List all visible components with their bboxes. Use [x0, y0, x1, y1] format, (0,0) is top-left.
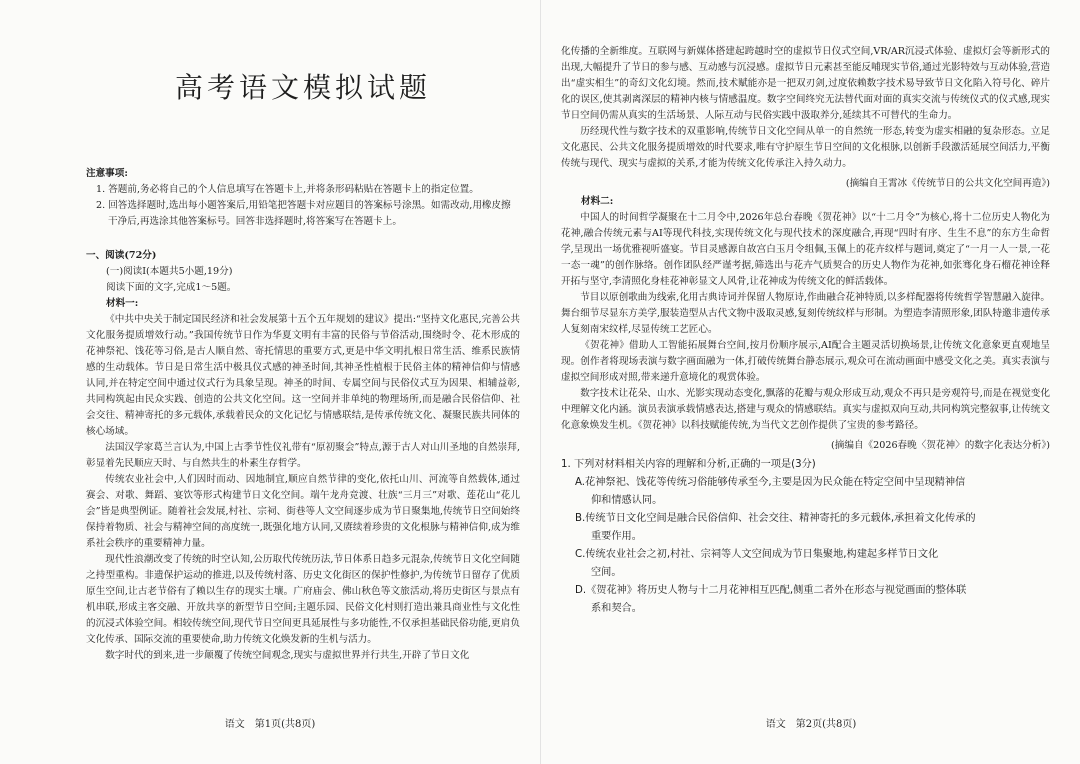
- option-letter: D.: [575, 585, 587, 596]
- material2-paragraph: 中国人的时间哲学凝聚在十二月令中,2026年总台春晚《贺花神》以“十二月令”为核心,将十二位历史人物化为花神,融合传统元素与AI等现代科技,实现传统文化与现代技术的深度融合,再现“四时有序、生生不息”的东方生命哲学,呈现出一场优雅视听盛宴。节目灵感源自故宫白玉月令组佩,玉佩上的花卉纹样与题词,奠定了“一月一人一景,一花一态一魂”的创作脉络。创作团队经严谨考据,筛选出与花卉气质契合的历史人物作为花神,如张骞化身石榴花神诠释开拓与坚守,李清照化身桂花神彰显文人风骨,让花神成为传统文化的鲜活载体。: [561, 212, 1050, 287]
- option-text-cont: 空间。: [591, 567, 622, 578]
- material2-paragraph: 节目以原创歌曲为线索,化用古典诗词并保留人物原诗,作曲融合花神特质,以多样配器将传统哲学智慧融入旋律。舞台细节尽显东方美学,服装造型从古代文物中汲取灵感,复刻传统纹样与形制。为塑造李清照形象,团队特邀非遗传承人复刻南宋纹样,尽显传统工艺匠心。: [561, 292, 1050, 335]
- option-text: 花神祭祀、饯花等传统习俗能够传承至今,主要是因为民众能在特定空间中呈现精神信: [585, 477, 966, 488]
- material1-paragraph: 传统农业社会中,人们因时而动、因地制宜,顺应自然节律的变化,依托山川、河流等自然载体,通过赛会、对歌、舞蹈、宴饮等形式构建节日文化空间。端午龙舟竞渡、壮族“三月三”对歌、莲花山“花儿会”皆是典型例证。随着社会发展,村社、宗祠、街巷等人文空间逐步成为节日聚集地,传统节日空间始终保持着物质、社会与精神空间的高度统一,既强化地方认同,又赓续着珍贵的文化根脉与精神信仰,成为维系社会秩序的重要精神力量。: [86, 474, 520, 549]
- option-letter: B.: [575, 513, 586, 524]
- material2-paragraph: 数字技术让花朵、山水、光影实现动态变化,飘落的花瓣与观众形成互动,观众不再只是旁观符号,而是在视觉变化中理解文化内涵。演员表演承载情感表达,搭建与观众的情感联结。真实与虚拟双向互动,共同构筑完整叙事,让传统文化意象焕发生机。《贺花神》以科技赋能传统,为当代文艺创作提供了宝贵的参考路径。: [561, 388, 1050, 431]
- page-footer-right: 语文 第2页(共8页): [765, 719, 857, 730]
- material1-source: (摘编自王霄冰《传统节日的公共文化空间再造》): [845, 178, 1050, 189]
- subsection-heading: (一)阅读Ⅰ(本题共5小题,19分): [106, 266, 233, 277]
- notice-item: 1. 答题前,务必将自己的个人信息填写在答题卡上,并将条形码粘贴在答题卡上的指定位置。: [96, 184, 479, 195]
- option-text: 传统农业社会之初,村社、宗祠等人文空间成为节日集聚地,构建起多样节日文化: [585, 549, 939, 560]
- option-text-cont: 仰和情感认同。: [591, 495, 663, 506]
- material2-label: 材料二:: [581, 196, 614, 207]
- option-text-cont: 系和契合。: [591, 603, 642, 614]
- option-letter: A.: [575, 477, 586, 488]
- material1-paragraph: 现代性浪潮改变了传统的时空认知,公历取代传统历法,节日体系日趋多元混杂,传统节日文化空间随之持型重构。非遗保护运动的推进,以及传统村落、历史文化街区的保护性修护,为传统节日留存了优质原生空间,让古老节俗有了赖以生存的现实土壤。广府庙会、佛山秋色等文旅活动,将历史街区与景点有机串联,形成主客交融、开放共享的新型节日空间;主题乐园、民俗文化村则打造出兼具商业性与文化性的沉浸式体验空间。相较传统空间,现代节日空间更具延展性与多功能性,不仅承担基础民俗功能,更肩负文化传承、国际交流的重要使命,助力传统文化焕发新的生机与活力。: [86, 554, 520, 645]
- section-heading: 一、阅读(72分): [86, 250, 157, 261]
- option-letter: C.: [575, 549, 586, 560]
- material1-paragraph: 法国汉学家葛兰言认为,中国上古季节性仪礼带有“原初聚会”特点,源于古人对山川圣地的自然崇拜,彰显着先民顺应天时、与自然共生的朴素生存哲学。: [86, 442, 520, 469]
- material2-paragraph: 《贺花神》借助人工智能拓展舞台空间,按月份顺序展示,AI配合主题灵活切换场景,让传统文化意象更直观地呈现。创作者将现场表演与数字画面融为一体,打破传统舞台静态展示,观众可在流动画面中感受文化之美。真实表演与虚拟空间形成对照,带来递升意境化的观赏体验。: [561, 340, 1050, 383]
- material1-paragraph: 数字时代的到来,进一步颠覆了传统空间观念,现实与虚拟世界并行共生,开辟了节日文化: [105, 650, 470, 661]
- option-text: 《贺花神》将历史人物与十二月花神相互匹配,侧重二者外在形态与视觉画面的整体联: [586, 585, 967, 596]
- question-stem: 1. 下列对材料相关内容的理解和分析,正确的一项是(3分): [561, 459, 816, 470]
- option-text: 传统节日文化空间是融合民俗信仰、社会交往、精神寄托的多元载体,承担着文化传承的: [585, 513, 976, 524]
- answer-option-c: [575, 546, 1050, 582]
- exam-title: 高考语文模拟试题: [174, 71, 431, 104]
- material1-paragraph: 《中共中央关于制定国民经济和社会发展第十五个五年规划的建议》提出:“坚持文化惠民,完善公共文化服务提质增效行动。”我国传统节日作为华夏文明有丰富的民俗与节俗活动,围绕时令、花木形成的花神祭祀、饯花等习俗,是古人顺自然、寄托情思的重要方式,更是中华文明扎根日常生活、维系民族情感的生动载体。节日是日常生活中极具仪式感的神圣时间,其神圣性植根于民俗主体的精神信仰与情感认同,并在特定空间中通过仪式行为具象呈现。神圣的时间、专属空间与民俗仪式互为因果、相辅益彰,共同构筑起由民众实践、创造的公共文化空间。这一空间并非单纯的物理场所,而是融合民俗信仰、社会交往、精神寄托的多元载体,承载着民众的文化记忆与情感联结,是传承传统文化、凝聚民族共同体的核心场域。: [86, 314, 520, 437]
- material1-label: 材料一:: [106, 298, 139, 309]
- answer-option-d: [575, 582, 1050, 618]
- material2-source: (摘编自《2026春晚〈贺花神〉的数字化表达分析》): [831, 440, 1050, 451]
- answer-option-b: [575, 510, 1050, 546]
- instruction: 阅读下面的文字,完成1～5题。: [106, 282, 237, 293]
- notice-item: 2. 回答选择题时,选出每小题答案后,用铅笔把答题卡对应题目的答案标号涂黑。如需改动,用橡皮擦干净后,再选涂其他答案标号。回答非选择题时,将答案写在答题卡上。: [96, 200, 511, 227]
- right-page: [540, 0, 1080, 764]
- option-text-cont: 重要作用。: [591, 531, 642, 542]
- material1-conclusion: 历经现代性与数字技术的双重影响,传统节日文化空间从单一的自然统一形态,转变为虚实相融的复杂形态。立足文化惠民、公共文化服务提质增效的时代要求,唯有守护原生节日空间的文化根脉,以创新手段激活延展空间活力,平衡传统与现代、现实与虚拟的关系,才能为传统文化传承注入持久动力。: [561, 126, 1050, 169]
- answer-option-a: [575, 474, 1050, 510]
- page-footer-left: 语文 第1页(共8页): [224, 719, 316, 730]
- question-1: [561, 456, 1050, 618]
- notice-block: [86, 166, 520, 230]
- material1-continued: 化传播的全新维度。互联网与新媒体搭建起跨越时空的虚拟节日仪式空间,VR/AR沉浸式体验、虚拟灯会等新形式的出现,大幅提升了节日的参与感、互动感与沉浸感。虚拟节日元素甚至能反哺现实节俗,通过光影特效与互动体验,营造出“虚实相生”的奇幻文化幻境。然而,技术赋能亦是一把双刃剑,过度依赖数字技术易导致节日文化陷入符号化、碎片化的误区,使其剥离深层的精神内核与情感温度。数字空间终究无法替代面对面的真实交流与传统仪式的仪式感,现实节日空间仍需从真实的生活场景、人际互动与民俗实践中汲取养分,延续其不可替代的生命力。: [561, 46, 1050, 121]
- notice-heading: 注意事项:: [86, 168, 128, 179]
